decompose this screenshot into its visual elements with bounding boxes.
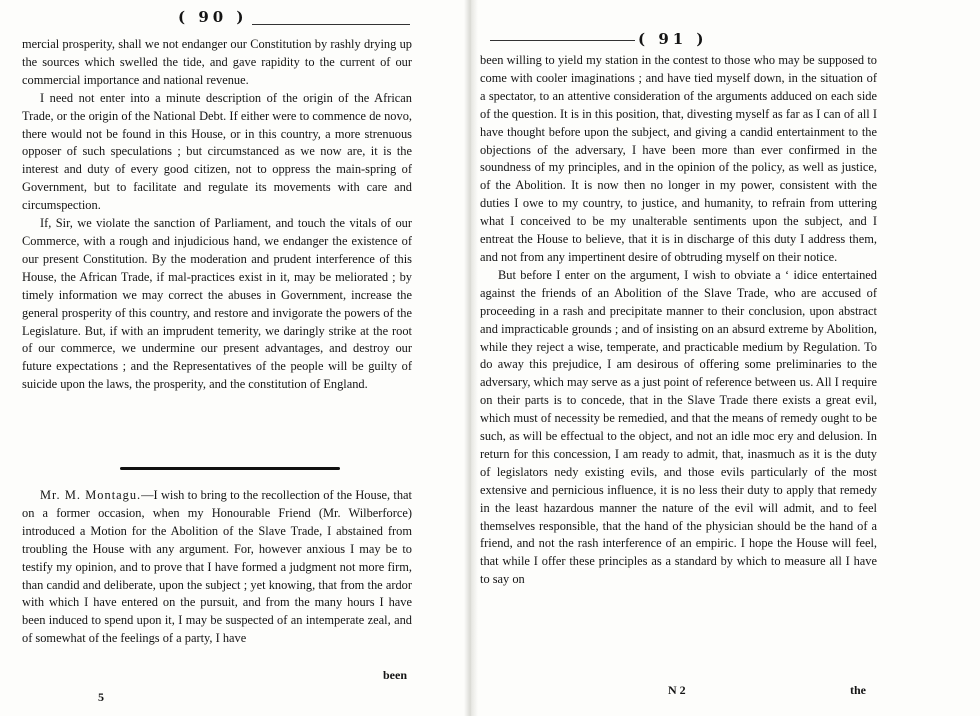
paragraph [22,487,412,648]
paragraph: been willing to yield my station in the contest to those who may be supposed to come with cooler imaginations ; and have tied myself down, in the situation of a spectator, to an attentive consideration of the arguments adduced on each side of the question. It is in this position, that, divesting myself as far as I can of all I have thought before upon the subject, and giving a candid entertainment to the objections of the adversary, I have been more than ever confirmed in the soundness of my principles, and in the opinion of the policy, as well as justice, of the Abolition. It is now then no longer in my power, consistent with the duties I owe to my country, to justice, and humanity, to refrain from uttering what I conceived to be my unalterable sentiments upon the subject, and I entreat the House to believe, that it is in discharge of this duty I address them, and not from any impertinent desire of obtruding myself on their notice. [480,53,877,264]
speaker-name: Mr. M. Montagu. [40,488,142,502]
signature-mark: 5 [98,690,104,704]
montagu-speech [22,487,412,648]
page-number-91: ( 91 ) [638,30,708,48]
signature-mark: N 2 [668,683,686,697]
left-body-text [22,36,412,394]
left-page [0,0,470,716]
section-divider [120,467,340,470]
catchword: the [850,683,866,697]
header-rule [252,24,410,25]
right-page [470,0,980,716]
paragraph: I need not enter into a minute description of the origin of the African Trade, or the origin of the National Debt. If either were to commence de novo, there would not be found in this House, or in this country, a more strenuous opposer of such speculations ; but circumstanced as we now are, it is the interest and duty of every good citizen, not to oppress the main-spring of Government, but to facilitate and regulate its movements with care and circumspection. [22,90,412,213]
page-number-90: ( 90 ) [178,8,248,26]
header-rule [490,40,635,41]
catchword: been [383,668,407,682]
paragraph: But before I enter on the argument, I wish to obviate a ‘ idice entertained against the friends of an Abolition of the Slave Trade, who are accused of proceeding in a rash and precipitate manner to their conclusion, upon abstract and impracticable grounds ; and of insisting on an absurd extreme by Abolition, while they reject a wise, temperate, and practicable medium by Regulation. To do away this prejudice, I am desirous of offering some preliminaries to the adversary, which may serve as a just point of reference between us. All I require on their parts is to concede, that in the Slave Trade there exists a great evil, which must of necessity be remedied, and that the means of remedy ought to be such, as will be effectual to the object, and not an idle moc ery and delusion. In return for this concession, I am ready to admit, that, inasmuch as it is the duty of legislators nedy existing evils, and those evils particularly of the most extensive and pernicious influence, it is no less their duty to apply that remedy in the least hazardous manner the nature of the evil will admit, and to feel themselves responsible, that the hand of the physician should be the hand of a friend, and not the rash interference of an empiric. I hope the House will feel, that while I offer these principles as a standard by which to measure all I have to say on [480,267,877,587]
paragraph: mercial prosperity, shall we not endanger our Constitution by rashly drying up the sources which swelled the tide, and gave rapidity to the current of our commercial importance and national revenue. [22,37,412,87]
paragraph: If, Sir, we violate the sanction of Parliament, and touch the vitals of our Commerce, with a rough and injudicious hand, we endanger the existence of our present Constitution. By the moderation and prudent interference of this House, the African Trade, if mal-practices exist in it, may be meliorated ; by timely information we may correct the abuses in Government, increase the general prosperity of this country, and restore and invigorate the powers of the Legislature. But, if with an imprudent temerity, we daringly strike at the root of our commerce, we undermine our present advantages, and destroy our future expectations ; and the Representatives of the people will be guilty of suicide upon the laws, the prosperity, and the constitution of England. [22,216,412,392]
speech-text: —I wish to bring to the recollection of the House, that on a former occasion, when my Honourable Friend (Mr. Wilberforce) introduced a Motion for the Abolition of the Slave Trade, I abstained from troubling the House with any argument. For, however anxious I may be to testify my opinion, and to prove that I have formed a judgment not more firm, than candid and deliberate, upon the subject ; yet knowing, that from the ardor with which I have entered on the pursuit, and from the many hours I have been induced to spend upon it, I may be suspected of an intemperate zeal, and of somewhat of the feelings of a party, I have [22,488,412,646]
right-body-text [480,52,877,589]
